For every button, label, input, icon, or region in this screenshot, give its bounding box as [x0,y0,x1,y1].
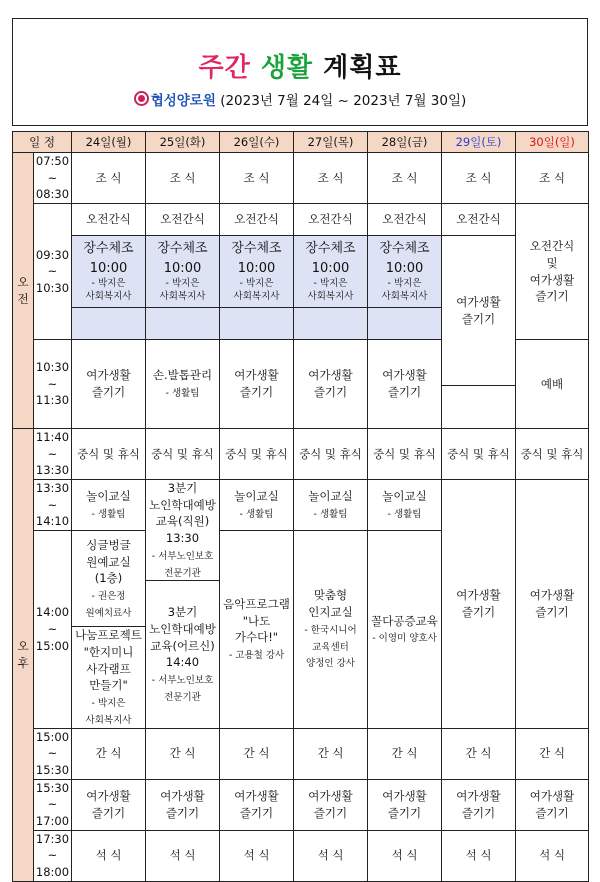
cell-leisure-sat-am-2 [442,386,516,429]
cell-leisure-am-thu: 여가생활 즐기기 [294,340,368,429]
cell-leisure-am-mon: 여가생활 즐기기 [72,340,146,429]
cell-leisure-pm-fri: 여가생활 즐기기 [368,779,442,830]
day-header-sat: 29일(토) [442,132,516,153]
cell-abuse-edu-senior-tue: 3분기 노인학대예방 교육(어르신) 14:40 - 서부노인보호 전문기관 [146,581,220,728]
cell-breakfast-sat: 조 식 [442,153,516,204]
cell-dinner-wed: 석 식 [220,830,294,881]
cell-leisure-sun-pm: 여가생활 즐기기 [516,480,589,729]
time-lunch: 11:40 ~ 13:30 [34,429,72,480]
row-dinner [13,830,589,881]
cell-snack-mon: 간 식 [72,728,146,779]
cell-osteoporosis-fri: 꼴다공증교육 - 이영미 양호사 [368,531,442,729]
title-word-3: 계획표 [323,53,402,83]
cell-playroom-thu: 놀이교실 - 생활팀 [294,480,368,531]
header-box [12,18,588,126]
row-breakfast [13,153,589,204]
time-playroom: 13:30 ~ 14:10 [34,480,72,531]
cell-gardening-mon: 싱글벙글 원예교실 (1층) - 권은정 원예치료사 [72,531,146,627]
cell-playroom-fri: 놀이교실 - 생활팀 [368,480,442,531]
time-leisure-pm: 15:30 ~ 17:00 [34,779,72,830]
day-header-fri: 28일(금) [368,132,442,153]
cell-abuse-edu-staff-tue: 3분기 노인학대예방 교육(직원) 13:30 - 서부노인보호 전문기관 [146,480,220,581]
cell-music-wed: 음악프로그램 "나도 가수다!" - 고용철 강사 [220,531,294,729]
cell-playroom-mon: 놀이교실 - 생활팀 [72,480,146,531]
cell-dinner-tue: 석 식 [146,830,220,881]
cell-breakfast-sun: 조 식 [516,153,589,204]
cell-leisure-pm-mon: 여가생활 즐기기 [72,779,146,830]
cell-exercise-mon-pad [72,308,146,340]
cell-leisure-pm-sat: 여가생활 즐기기 [442,779,516,830]
cell-exercise-thu: 장수체조 10:00 - 박지은 사회복지사 [294,236,368,308]
cell-handcare-tue: 손.발톱관리 - 생활팀 [146,340,220,429]
cell-dinner-sat: 석 식 [442,830,516,881]
period-text: (2023년 7월 24일 ~ 2023년 7월 30일) [220,93,467,109]
day-header-sun: 30일(일) [516,132,589,153]
cell-exercise-thu-pad [294,308,368,340]
day-header-tue: 25일(화) [146,132,220,153]
cell-leisure-sat-am: 여가생활 즐기기 [442,236,516,386]
row-exercise [13,236,589,308]
cell-snack-am-wed: 오전간식 [220,204,294,236]
cell-snack-am-thu: 오전간식 [294,204,368,236]
cell-snack-thu: 간 식 [294,728,368,779]
cell-playroom-wed: 놀이교실 - 생활팀 [220,480,294,531]
cell-lamp-project-mon: 나눔프로젝트 "한지미니 사각램프 만들기" - 박지은 사회복지사 [72,627,146,728]
cell-lunch-thu: 중식 및 휴식 [294,429,368,480]
cell-lunch-sun: 중식 및 휴식 [516,429,589,480]
cell-lunch-mon: 중식 및 휴식 [72,429,146,480]
cell-dinner-sun: 석 식 [516,830,589,881]
cell-leisure-am-wed: 여가생활 즐기기 [220,340,294,429]
cell-dinner-mon: 석 식 [72,830,146,881]
org-name: 협성양로원 [150,93,216,109]
row-snack [13,728,589,779]
cell-leisure-pm-sun: 여가생활 즐기기 [516,779,589,830]
header-row [13,132,589,153]
cell-breakfast-tue: 조 식 [146,153,220,204]
cell-exercise-fri: 장수체조 10:00 - 박지은 사회복지사 [368,236,442,308]
cell-lunch-tue: 중식 및 휴식 [146,429,220,480]
cell-cognitive-thu: 맞춤형 인지교실 - 한국시니어 교육센터 양정인 강사 [294,531,368,729]
cell-exercise-mon: 장수체조 10:00 - 박지은 사회복지사 [72,236,146,308]
schedule-label-header: 일 정 [13,132,72,153]
day-header-mon: 24일(월) [72,132,146,153]
time-breakfast: 07:50 ~ 08:30 [34,153,72,204]
cell-snack-am-sat: 오전간식 [442,204,516,236]
cell-snack-wed: 간 식 [220,728,294,779]
time-program: 14:00 ~ 15:00 [34,531,72,729]
cell-exercise-fri-pad [368,308,442,340]
cell-worship-sun: 예배 [516,340,589,429]
schedule-table [12,131,589,882]
cell-dinner-fri: 석 식 [368,830,442,881]
org-logo-icon [134,91,149,106]
cell-lunch-fri: 중식 및 휴식 [368,429,442,480]
cell-exercise-tue: 장수체조 10:00 - 박지은 사회복지사 [146,236,220,308]
cell-breakfast-thu: 조 식 [294,153,368,204]
cell-exercise-wed-pad [220,308,294,340]
day-header-wed: 26일(수) [220,132,294,153]
row-morning-snack [13,204,589,236]
cell-leisure-pm-wed: 여가생활 즐기기 [220,779,294,830]
cell-exercise-wed: 장수체조 10:00 - 박지은 사회복지사 [220,236,294,308]
cell-snack-fri: 간 식 [368,728,442,779]
time-morning: 09:30 ~ 10:30 [34,204,72,340]
row-lunch [13,429,589,480]
page-title [13,47,587,84]
cell-exercise-tue-pad [146,308,220,340]
time-dinner: 17:30 ~ 18:00 [34,830,72,881]
cell-lunch-wed: 중식 및 휴식 [220,429,294,480]
title-word-2: 생활 [260,53,314,83]
cell-dinner-thu: 석 식 [294,830,368,881]
cell-breakfast-fri: 조 식 [368,153,442,204]
cell-breakfast-mon: 조 식 [72,153,146,204]
cell-leisure-pm-tue: 여가생활 즐기기 [146,779,220,830]
pm-label: 오 후 [13,429,34,882]
cell-leisure-sat-pm: 여가생활 즐기기 [442,480,516,729]
time-snack: 15:00 ~ 15:30 [34,728,72,779]
row-playroom [13,480,589,531]
day-header-thu: 27일(목) [294,132,368,153]
cell-lunch-sat: 중식 및 휴식 [442,429,516,480]
cell-snack-sat: 간 식 [442,728,516,779]
time-leisure-am: 10:30 ~ 11:30 [34,340,72,429]
cell-leisure-pm-thu: 여가생활 즐기기 [294,779,368,830]
title-word-1: 주간 [198,53,251,83]
am-label: 오 전 [13,153,34,429]
subtitle [13,89,587,109]
cell-snack-am-fri: 오전간식 [368,204,442,236]
cell-snack-am-tue: 오전간식 [146,204,220,236]
row-leisure-pm [13,779,589,830]
cell-breakfast-wed: 조 식 [220,153,294,204]
cell-snack-tue: 간 식 [146,728,220,779]
cell-sun-morning: 오전간식 및 여가생활 즐기기 [516,204,589,340]
cell-leisure-am-fri: 여가생활 즐기기 [368,340,442,429]
cell-snack-sun: 간 식 [516,728,589,779]
cell-snack-am-mon: 오전간식 [72,204,146,236]
